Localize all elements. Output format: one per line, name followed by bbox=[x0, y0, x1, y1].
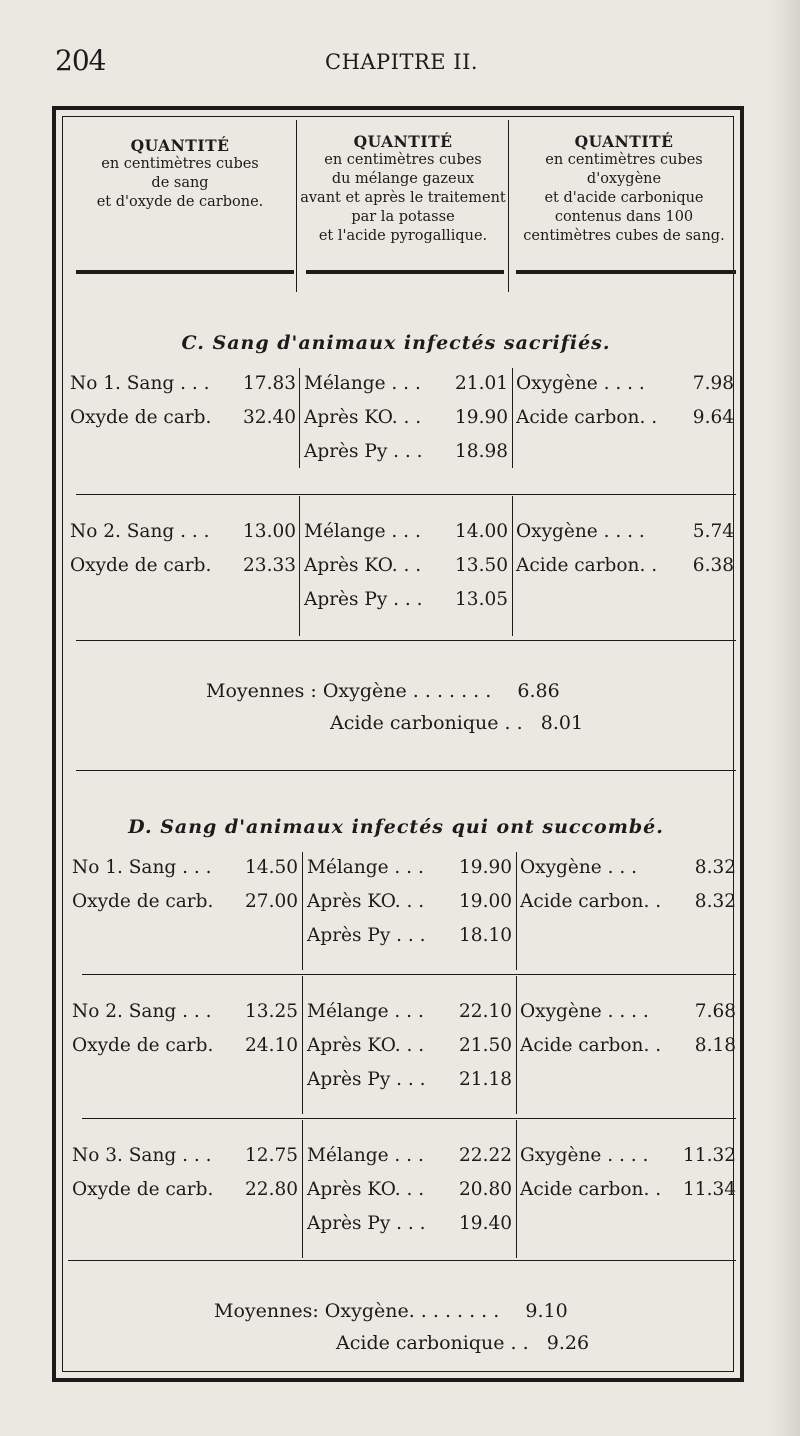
row-label: Après Py . . . bbox=[307, 1069, 426, 1090]
col-divider bbox=[516, 852, 517, 970]
means-o2-label: Oxygène. . . . . . . . bbox=[324, 1300, 500, 1322]
means-o2-value: 9.10 bbox=[525, 1300, 568, 1322]
section-separator bbox=[68, 1260, 736, 1261]
row-label: No 2. Sang . . . bbox=[72, 1001, 212, 1022]
row-label: Oxyde de carb. bbox=[72, 1035, 214, 1056]
means-co2-value: 9.26 bbox=[546, 1332, 590, 1354]
row-value: 13.25 bbox=[245, 1001, 298, 1022]
row-label: Mélange . . . bbox=[307, 857, 424, 878]
row-value: 19.90 bbox=[455, 407, 508, 428]
row-label: Mélange . . . bbox=[304, 373, 421, 394]
row-label: Mélange . . . bbox=[307, 1145, 424, 1166]
means-prefix: Moyennes : bbox=[206, 680, 317, 702]
row-label: Oxygène . . . . bbox=[520, 1001, 649, 1022]
section-title-c: C. Sang d'animaux infectés sacrifiés. bbox=[181, 332, 611, 354]
means-o2-label: Oxygène . . . . . . . bbox=[322, 680, 492, 702]
row-value: 13.05 bbox=[455, 589, 508, 610]
row-value: 22.10 bbox=[459, 1001, 512, 1022]
row-value: 14.50 bbox=[245, 857, 298, 878]
col-divider bbox=[302, 976, 303, 1114]
header-title: QUANTITÉ bbox=[353, 132, 453, 151]
row-value: 8.32 bbox=[694, 891, 736, 912]
group-separator bbox=[76, 494, 736, 495]
row-label: Après KO. . . bbox=[304, 407, 422, 428]
header-line: centimètres cubes de sang. bbox=[523, 228, 725, 244]
row-value: 21.01 bbox=[455, 373, 508, 394]
row-label: Oxyde de carb. bbox=[70, 407, 212, 428]
means-co2-line bbox=[336, 1332, 589, 1354]
section-separator bbox=[76, 770, 736, 771]
header-rule-1 bbox=[76, 270, 294, 274]
header-line: du mélange gazeux bbox=[331, 171, 475, 187]
row-value: 19.00 bbox=[459, 891, 512, 912]
row-value: 12.75 bbox=[245, 1145, 298, 1166]
means-o2-value: 6.86 bbox=[517, 680, 560, 702]
group-separator bbox=[82, 1118, 736, 1119]
row-label: No 1. Sang . . . bbox=[70, 373, 210, 394]
row-label: No 3. Sang . . . bbox=[72, 1145, 212, 1166]
row-label: Après KO. . . bbox=[307, 1179, 425, 1200]
row-label: Acide carbon. . bbox=[520, 1179, 662, 1200]
header-line: avant et après le traitement bbox=[300, 190, 506, 206]
header-rule-3 bbox=[516, 270, 736, 274]
row-value: 7.98 bbox=[692, 373, 734, 394]
row-value: 22.22 bbox=[459, 1145, 512, 1166]
row-label: Après KO. . . bbox=[304, 555, 422, 576]
col-divider bbox=[516, 976, 517, 1114]
header-divider-1 bbox=[296, 120, 297, 292]
header-rule-2 bbox=[306, 270, 504, 274]
row-value: 7.68 bbox=[694, 1001, 736, 1022]
row-value: 19.90 bbox=[459, 857, 512, 878]
header-col-gases bbox=[512, 132, 736, 246]
group-separator bbox=[76, 640, 736, 641]
row-value: 18.10 bbox=[459, 925, 512, 946]
header-line: en centimètres cubes bbox=[545, 152, 703, 168]
row-label: Oxyde de carb. bbox=[72, 891, 214, 912]
row-value: 9.64 bbox=[692, 407, 734, 428]
header-line: de sang bbox=[151, 175, 209, 191]
header-col-mixture bbox=[298, 132, 508, 246]
row-value: 18.98 bbox=[455, 441, 508, 462]
col-divider bbox=[299, 368, 300, 468]
col-divider bbox=[516, 1120, 517, 1258]
means-co2-label: Acide carbonique . . bbox=[336, 1332, 529, 1354]
row-label: Oxygène . . . bbox=[520, 857, 637, 878]
group-separator bbox=[82, 974, 736, 975]
means-oxygen-line bbox=[206, 680, 560, 702]
header-title: QUANTITÉ bbox=[130, 136, 230, 155]
section-title-d: D. Sang d'animaux infectés qui ont succombé. bbox=[128, 816, 664, 838]
row-label: Après KO. . . bbox=[307, 891, 425, 912]
row-value: 32.40 bbox=[243, 407, 296, 428]
running-head bbox=[55, 42, 745, 82]
col-divider bbox=[302, 1120, 303, 1258]
row-label: Après Py . . . bbox=[307, 925, 426, 946]
row-value: 13.00 bbox=[243, 521, 296, 542]
col-divider bbox=[299, 496, 300, 636]
col-divider bbox=[512, 496, 513, 636]
row-value: 21.50 bbox=[459, 1035, 512, 1056]
row-value: 8.32 bbox=[694, 857, 736, 878]
header-line: contenus dans 100 bbox=[554, 209, 694, 225]
row-label: Après Py . . . bbox=[304, 589, 423, 610]
row-value: 5.74 bbox=[692, 521, 734, 542]
page-edge-shadow bbox=[770, 0, 800, 1436]
header-line: et l'acide pyrogallique. bbox=[318, 228, 488, 244]
row-value: 23.33 bbox=[243, 555, 296, 576]
row-label: Acide carbon. . bbox=[520, 1035, 662, 1056]
header-line: d'oxygène bbox=[586, 171, 662, 187]
row-value: 11.34 bbox=[683, 1179, 736, 1200]
chapter-title: CHAPITRE II. bbox=[325, 50, 479, 74]
row-label: Mélange . . . bbox=[304, 521, 421, 542]
row-value: 20.80 bbox=[459, 1179, 512, 1200]
means-oxygen-line bbox=[214, 1300, 568, 1322]
header-col-blood bbox=[68, 136, 292, 212]
row-value: 21.18 bbox=[459, 1069, 512, 1090]
header-line: et d'acide carbonique bbox=[544, 190, 704, 206]
row-label: Acide carbon. . bbox=[520, 891, 662, 912]
row-label: Mélange . . . bbox=[307, 1001, 424, 1022]
row-label: Après Py . . . bbox=[307, 1213, 426, 1234]
row-label: No 1. Sang . . . bbox=[72, 857, 212, 878]
row-label: Oxygène . . . . bbox=[516, 373, 645, 394]
col-divider bbox=[512, 368, 513, 468]
means-prefix: Moyennes: bbox=[214, 1300, 319, 1322]
page-number: 204 bbox=[55, 44, 106, 77]
row-value: 6.38 bbox=[692, 555, 734, 576]
header-title: QUANTITÉ bbox=[574, 132, 674, 151]
row-value: 19.40 bbox=[459, 1213, 512, 1234]
row-value: 17.83 bbox=[243, 373, 296, 394]
row-value: 27.00 bbox=[245, 891, 298, 912]
means-co2-value: 8.01 bbox=[540, 712, 584, 734]
row-label: Oxyde de carb. bbox=[72, 1179, 214, 1200]
header-line: et d'oxyde de carbone. bbox=[96, 194, 264, 210]
row-value: 8.18 bbox=[694, 1035, 736, 1056]
row-value: 13.50 bbox=[455, 555, 508, 576]
header-line: par la potasse bbox=[351, 209, 455, 225]
col-divider bbox=[302, 852, 303, 970]
header-divider-2 bbox=[508, 120, 509, 292]
means-co2-label: Acide carbonique . . bbox=[330, 712, 523, 734]
row-label: Après Py . . . bbox=[304, 441, 423, 462]
row-label: Gxygène . . . . bbox=[520, 1145, 649, 1166]
row-value: 24.10 bbox=[245, 1035, 298, 1056]
table-frame bbox=[52, 106, 744, 1382]
row-label: No 2. Sang . . . bbox=[70, 521, 210, 542]
row-label: Oxygène . . . . bbox=[516, 521, 645, 542]
header-line: en centimètres cubes bbox=[101, 156, 259, 172]
row-label: Après KO. . . bbox=[307, 1035, 425, 1056]
row-value: 11.32 bbox=[683, 1145, 736, 1166]
row-label: Acide carbon. . bbox=[516, 555, 658, 576]
row-value: 14.00 bbox=[455, 521, 508, 542]
row-label: Acide carbon. . bbox=[516, 407, 658, 428]
means-co2-line bbox=[330, 712, 583, 734]
header-line: en centimètres cubes bbox=[324, 152, 482, 168]
row-value: 22.80 bbox=[245, 1179, 298, 1200]
row-label: Oxyde de carb. bbox=[70, 555, 212, 576]
